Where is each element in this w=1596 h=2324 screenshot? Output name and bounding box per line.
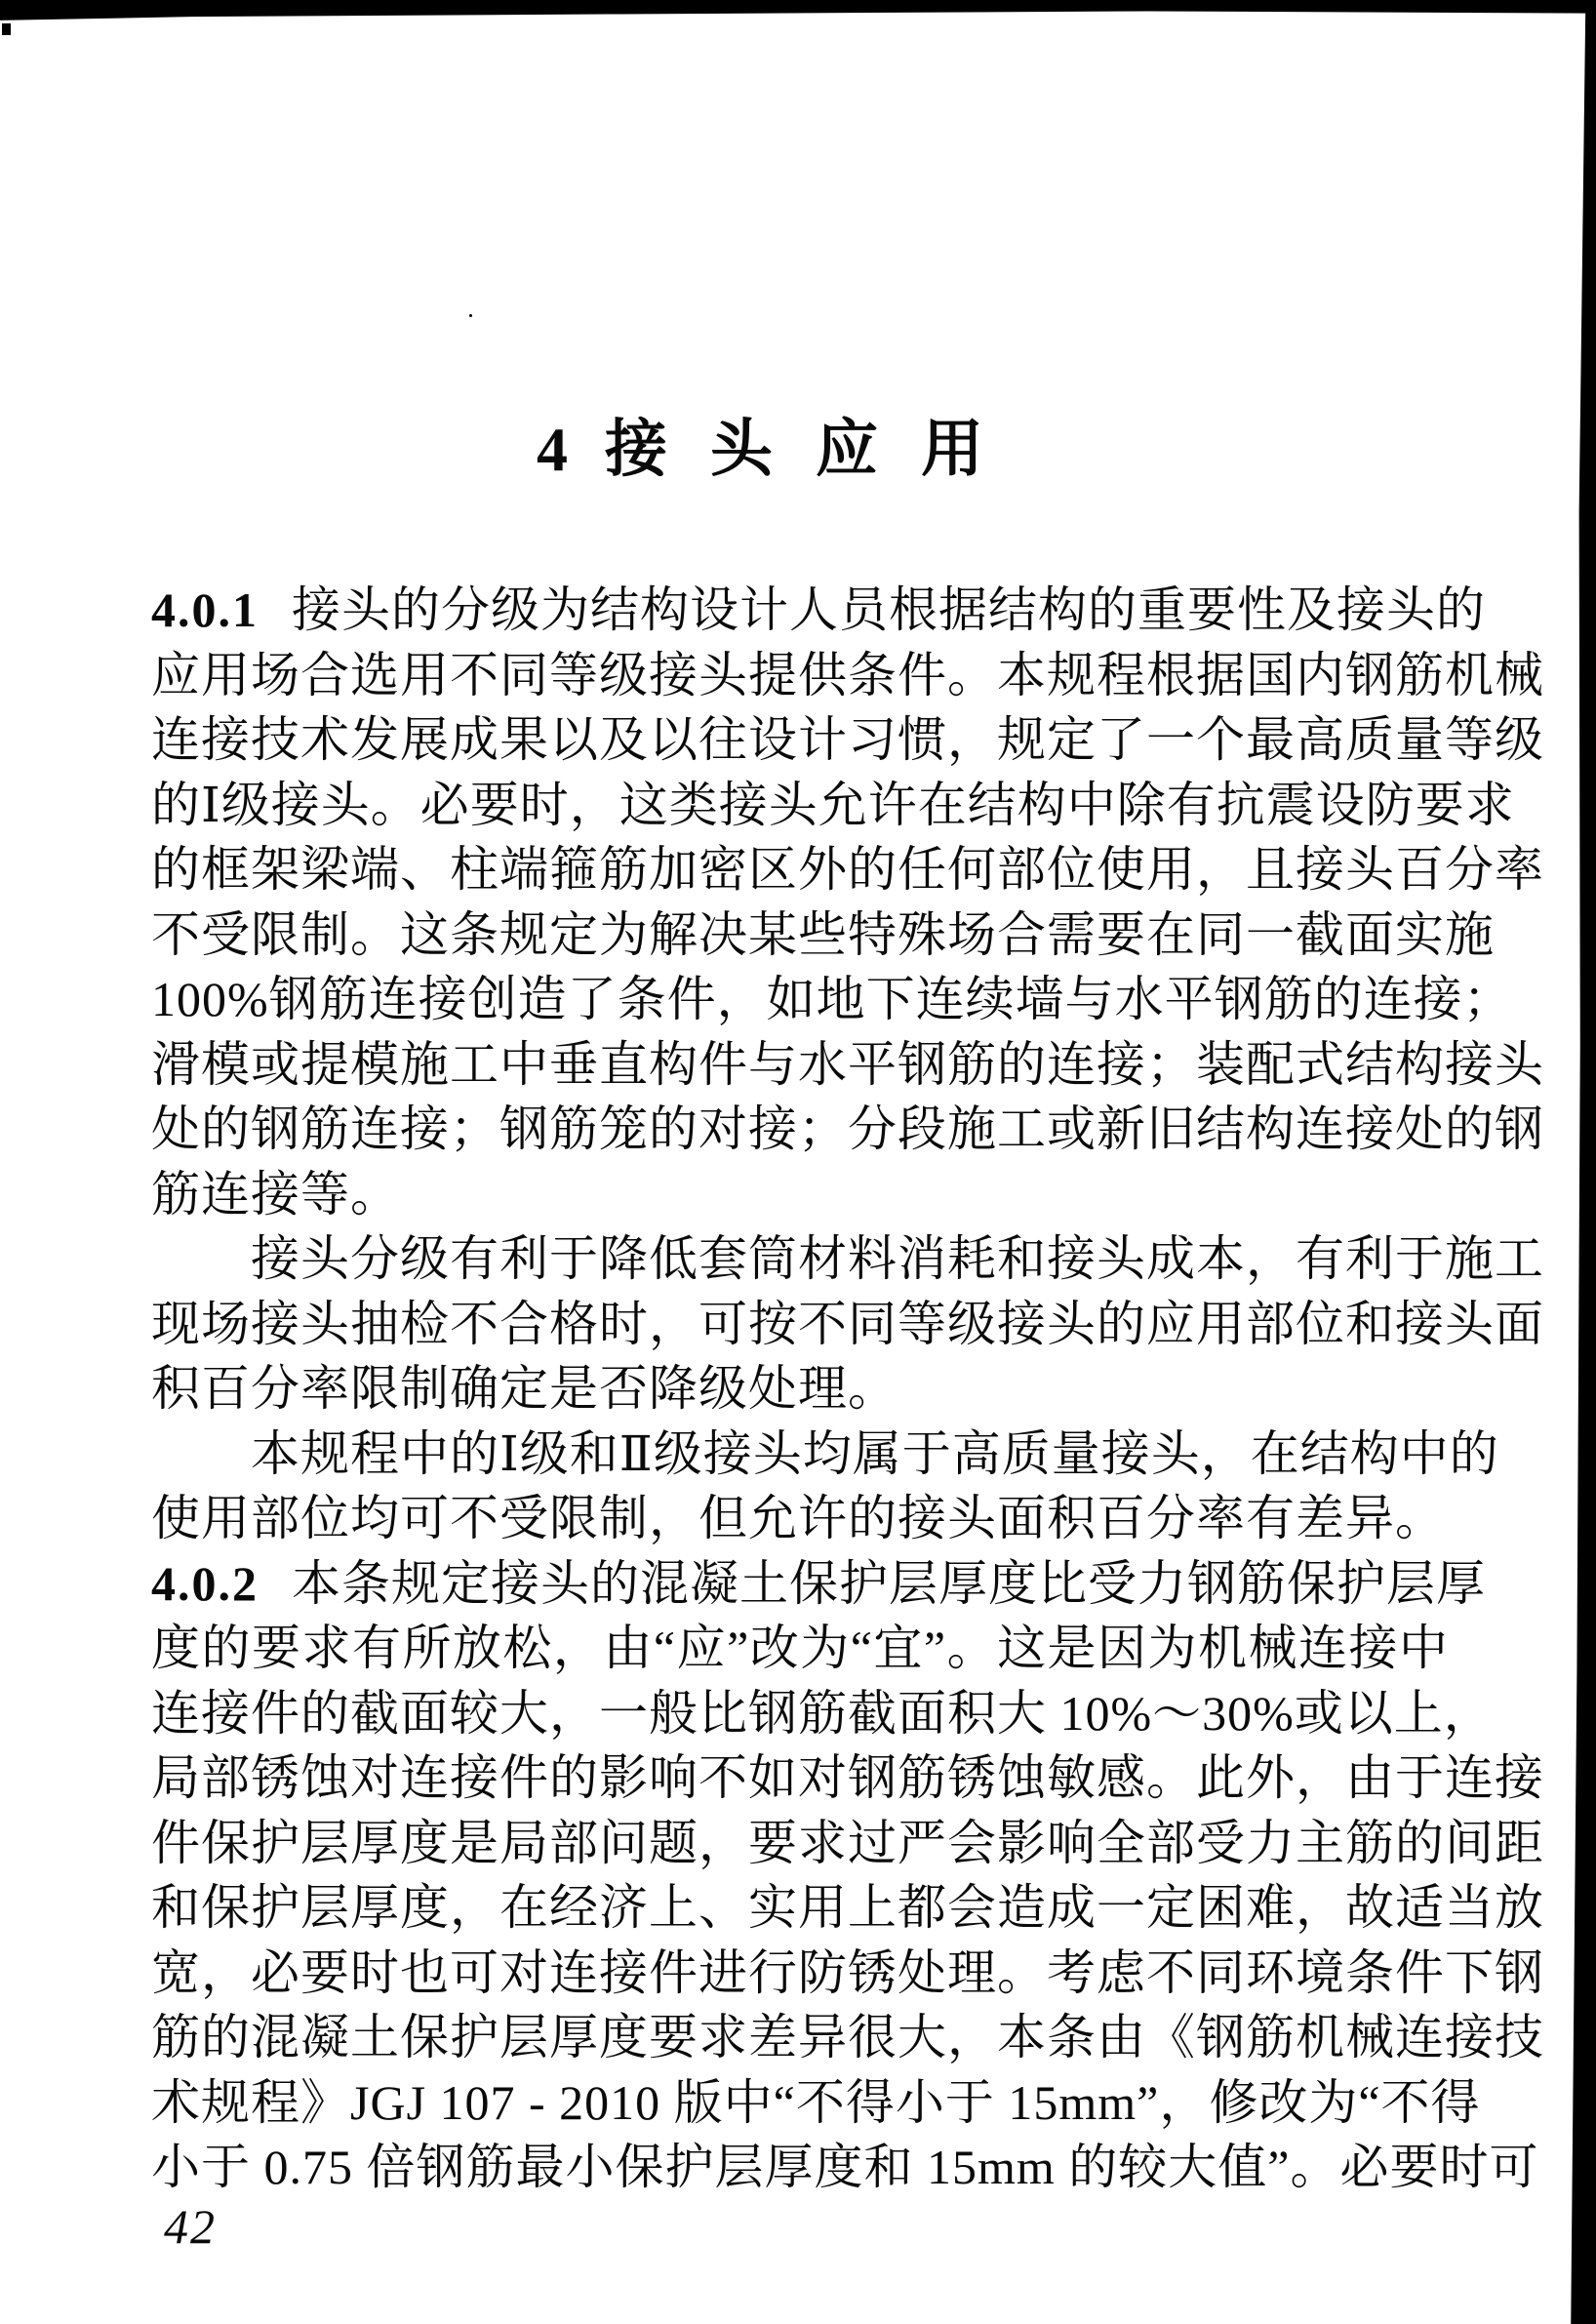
text-line: 连接技术发展成果以及以往设计习惯，规定了一个最高质量等级 — [151, 712, 1544, 767]
text-line: 100%钢筋连接创造了条件，如地下连续墙与水平钢筋的连接； — [151, 972, 1513, 1026]
page-number: 42 — [164, 2199, 217, 2254]
scan-artifact-top-edge — [0, 0, 1596, 21]
text-line: 宽，必要时也可对连接件进行防锈处理。考虑不同环境条件下钢 — [151, 1944, 1544, 2000]
clause-label: 4.0.2 — [151, 1555, 259, 1611]
text-line — [151, 578, 1486, 643]
text-line: 不受限制。这条规定为解决某些特殊场合需要在同一截面实施 — [151, 906, 1495, 962]
text-line: 件保护层厚度是局部问题，要求过严会影响全部受力主筋的间距 — [151, 1815, 1544, 1870]
chapter-title-text: 接 头 应 用 — [605, 415, 997, 484]
text-line: 滑模或提模施工中垂直构件与水平钢筋的连接；装配式结构接头 — [151, 1036, 1544, 1092]
body-text-column — [151, 578, 1544, 2200]
clause-label: 4.0.1 — [151, 582, 259, 637]
text-line: 的框架梁端、柱端箍筋加密区外的任何部位使用，且接头百分率 — [151, 842, 1544, 897]
text-line: 和保护层厚度，在经济上、实用上都会造成一定困难，故适当放 — [151, 1880, 1544, 1935]
text-line: 处的钢筋连接；钢筋笼的对接；分段施工或新旧结构连接处的钢 — [151, 1102, 1544, 1156]
text-line: 筋连接等。 — [151, 1166, 400, 1222]
text-line: 度的要求有所放松，由“应”改为“宜”。这是因为机械连接中 — [151, 1621, 1449, 1675]
text-line: 局部锈蚀对连接件的影响不如对钢筋锈蚀敏感。此外，由于连接 — [151, 1750, 1544, 1805]
text-line: 本规程中的Ⅰ级和Ⅱ级接头均属于高质量接头，在结构中的 — [251, 1425, 1499, 1481]
text-line-content: 本条规定接头的混凝土保护层厚度比受力钢筋保护层厚 — [292, 1555, 1486, 1611]
text-line: 使用部位均可不受限制，但允许的接头面积百分率有差异。 — [151, 1491, 1445, 1545]
text-line: 连接件的截面较大，一般比钢筋截面积大 10%～30%或以上， — [151, 1685, 1494, 1741]
text-line: 术规程》JGJ 107 - 2010 版中“不得小于 15mm”，修改为“不得 — [151, 2074, 1481, 2130]
scan-artifact-speck — [469, 314, 472, 317]
scan-artifact-right-edge — [1569, 0, 1596, 2324]
text-line-content: 接头的分级为结构设计人员根据结构的重要性及接头的 — [292, 582, 1486, 637]
text-line: 筋的混凝土保护层厚度要求差异很大，本条由《钢筋机械连接技 — [151, 2010, 1544, 2064]
chapter-number: 4 — [537, 415, 568, 484]
text-line: 现场接头抽检不合格时，可按不同等级接头的应用部位和接头面 — [151, 1296, 1544, 1351]
text-line: 的Ⅰ级接头。必要时，这类接头允许在结构中除有抗震设防要求 — [151, 777, 1515, 832]
text-line: 应用场合选用不同等级接头提供条件。本规程根据国内钢筋机械 — [151, 647, 1544, 702]
text-line: 小于 0.75 倍钢筋最小保护层厚度和 15mm 的较大值”。必要时可 — [151, 2140, 1539, 2194]
text-line: 积百分率限制确定是否降级处理。 — [151, 1361, 898, 1416]
chapter-title — [118, 414, 1416, 486]
scan-artifact-mark — [2, 23, 11, 35]
text-line: 接头分级有利于降低套筒材料消耗和接头成本，有利于施工 — [251, 1231, 1544, 1286]
text-line — [151, 1551, 1486, 1617]
